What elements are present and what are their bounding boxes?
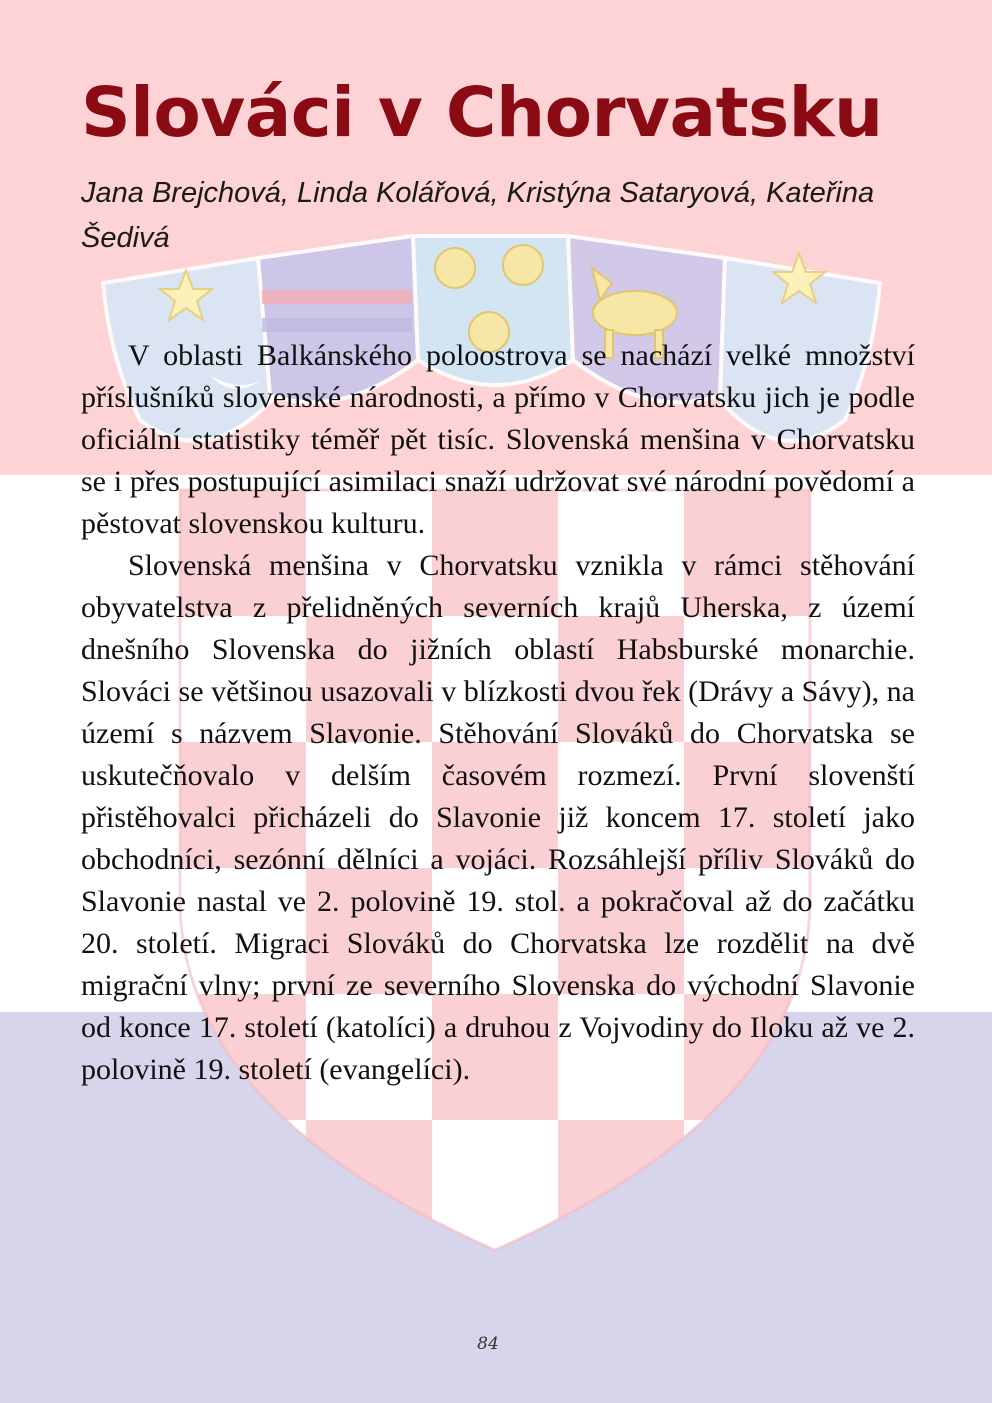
- article-title: Slováci v Chorvatsku: [81, 73, 883, 153]
- paragraph: V oblasti Balkánského poloostrova se nachází velké množství příslušníků slovenské národnosti, a přímo v Chorvatsku jich je podle oficiální statistiky téměř pět tisíc. Slovenská menšina v Chorvatsku se i přes postupující asimilaci snaží udržovat své národní povědomí a pěstovat slovenskou kulturu.: [81, 339, 915, 540]
- article-body: [81, 335, 915, 1091]
- paragraph: Slovenská menšina v Chorvatsku vznikla v rámci stěhování obyvatelstva z přelidněných severních krajů Uherska, z území dnešního Slovenska do jižních oblastí Habsburské monarchie. Slováci se většinou usazovali v blízkosti dvou řek (Drávy a Sávy), na území s názvem Slavonie. Stěhování Slováků do Chorvatska se uskutečňovalo v delším časovém rozmezí. První slovenští přistěhovalci přicházeli do Slavonie již koncem 17. století jako obchodníci, sezónní dělníci a vojáci. Rozsáhlejší příliv Slováků do Slavonie nastal ve 2. polovině 19. stol. a pokračoval až do začátku 20. století. Migraci Slováků do Chorvatska lze rozdělit na dvě migrační vlny; první ze severního Slovenska do východní Slavonie od konce 17. století (katolíci) a druhou z Vojvodiny do Iloku až ve 2. polovině 19. století (evangelíci).: [81, 549, 915, 1086]
- article-authors: Jana Brejchová, Linda Kolářová, Kristýna Sataryová, Kateřina Šedivá: [81, 177, 875, 254]
- page-number: 84: [477, 1334, 499, 1354]
